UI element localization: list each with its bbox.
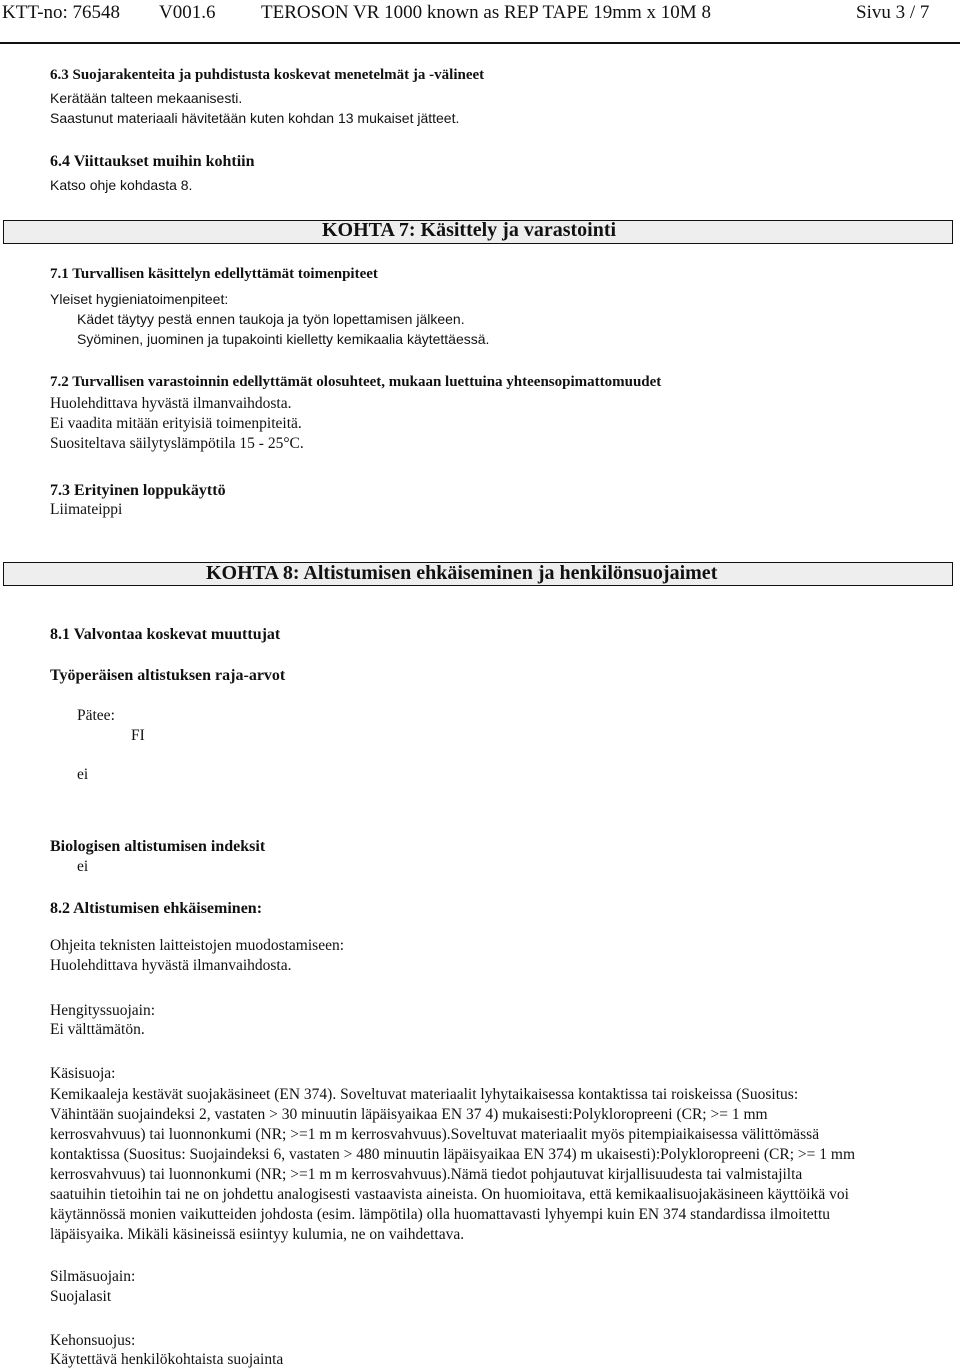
section-6-3-heading: 6.3 Suojarakenteita ja puhdistusta koskevat menetelmät ja -välineet xyxy=(50,67,485,83)
bio-value: ei xyxy=(77,858,89,875)
section-7-1-heading: 7.1 Turvallisen käsittelyn edellyttämät toimenpiteet xyxy=(50,266,378,282)
header-divider xyxy=(0,42,960,44)
section-7-3-heading: 7.3 Erityinen loppukäyttö xyxy=(50,482,226,499)
hand-line: läpäisyaika. Mikäli käsineissä esiintyy kulumia, ne on vaihdettava. xyxy=(50,1226,465,1243)
respiratory-value: Ei välttämätön. xyxy=(50,1021,145,1038)
section-8-2-heading: 8.2 Altistumisen ehkäiseminen: xyxy=(50,900,263,917)
section-7-3-line-1: Liimateippi xyxy=(50,501,123,518)
section-6-3-line-1: Kerätään talteen mekaanisesti. xyxy=(50,90,243,106)
eye-protection-value: Suojalasit xyxy=(50,1288,112,1305)
engineering-value: Huolehdittava hyvästä ilmanvaihdosta. xyxy=(50,957,292,974)
section-7-2-line-3: Suositeltava säilytyslämpötila 15 - 25°C. xyxy=(50,435,304,452)
respiratory-label: Hengityssuojain: xyxy=(50,1002,156,1019)
hand-line: käytännössä monien vaikutteiden johdosta (esim. lämpötila) olla huomattavasti lyhyempi kuin EN 374 standardissa ilmoitettu xyxy=(50,1206,831,1223)
valid-value: FI xyxy=(131,727,145,744)
hand-line: Kemikaaleja kestävät suojakäsineet (EN 374). Soveltuvat materiaalit lyhytaikaisessa kontaktissa tai roiskeissa (Suositus: xyxy=(50,1086,799,1103)
section-6-4-heading: 6.4 Viittaukset muihin kohtiin xyxy=(50,153,255,170)
oel-heading: Työperäisen altistuksen raja-arvot xyxy=(50,667,286,684)
product-name: TEROSON VR 1000 known as REP TAPE 19mm x 10M 8 xyxy=(261,2,711,23)
page-number: Sivu 3 / 7 xyxy=(856,2,930,23)
body-protection-label: Kehonsuojus: xyxy=(50,1332,136,1349)
section-7-2-heading: 7.2 Turvallisen varastoinnin edellyttämät olosuhteet, mukaan luettuina yhteensopimattomuudet xyxy=(50,374,662,390)
section-8-title: KOHTA 8: Altistumisen ehkäiseminen ja henkilönsuojaimet xyxy=(206,562,718,584)
section-8-1-heading: 8.1 Valvontaa koskevat muuttujat xyxy=(50,626,281,643)
hand-line: Vähintään suojaindeksi 2, vastaten > 30 minuutin läpäisyaikaa EN 37 4) mukaisesti:Polykloropreeni (CR; >= 1 mm xyxy=(50,1106,768,1123)
oel-value: ei xyxy=(77,766,89,783)
section-7-1-subheading: Yleiset hygieniatoimenpiteet: xyxy=(50,291,229,307)
engineering-label: Ohjeita teknisten laitteistojen muodostamiseen: xyxy=(50,937,345,954)
valid-label: Pätee: xyxy=(77,707,115,724)
body-protection-value: Käytettävä henkilökohtaista suojainta xyxy=(50,1351,284,1368)
section-7-1-line-1: Kädet täytyy pestä ennen taukoja ja työn lopettamisen jälkeen. xyxy=(77,311,465,327)
hand-line: kerrosvahvuus) tai luonnonkumi (NR; >=1 m m kerrosvahvuus).Soveltuvat materiaalit myös pitempiaikaisessa välittömässä xyxy=(50,1126,820,1143)
hand-line: kontaktissa (Suositus: Suojaindeksi 6, vastaten > 480 minuutin läpäisyaikaa EN 374) m ukaisesti):Polykloropreeni (CR; >= 1 mm xyxy=(50,1146,856,1163)
section-7-2-line-1: Huolehdittava hyvästä ilmanvaihdosta. xyxy=(50,395,292,412)
hand-line: saatuihin tietoihin tai ne on johdettu analogisesti vastaavista aineista. On huomioitava, että kemikaalisuojakäsineen käyttöikä voi xyxy=(50,1186,849,1203)
document-id: KTT-no: 76548 xyxy=(2,2,121,23)
hand-protection-label: Käsisuoja: xyxy=(50,1065,116,1082)
eye-protection-label: Silmäsuojain: xyxy=(50,1268,136,1285)
bio-heading: Biologisen altistumisen indeksit xyxy=(50,838,266,855)
section-7-2-line-2: Ei vaadita mitään erityisiä toimenpiteitä. xyxy=(50,415,302,432)
hand-line: kerrosvahvuus) tai luonnonkumi (NR; >=1 m m kerrosvahvuus).Nämä tiedot pohjautuvat kirjallisuudesta tai valmistajilta xyxy=(50,1166,803,1183)
section-6-3-line-2: Saastunut materiaali hävitetään kuten kohdan 13 mukaiset jätteet. xyxy=(50,110,460,126)
section-7-1-line-2: Syöminen, juominen ja tupakointi kielletty kemikaalia käytettäessä. xyxy=(77,331,490,347)
section-7-title: KOHTA 7: Käsittely ja varastointi xyxy=(322,219,617,241)
hand-protection-text xyxy=(50,1085,950,1245)
section-6-4-line-1: Katso ohje kohdasta 8. xyxy=(50,177,193,193)
document-version: V001.6 xyxy=(159,2,216,23)
